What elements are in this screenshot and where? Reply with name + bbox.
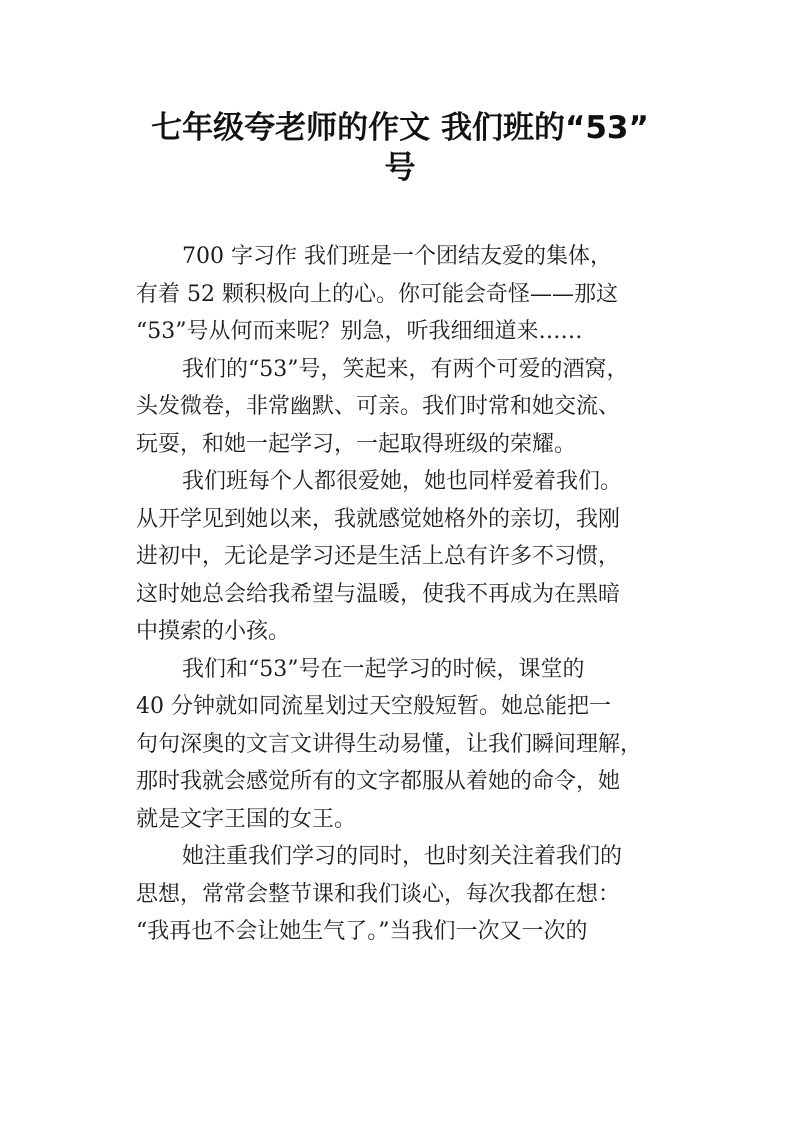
paragraph-1-line-2: 有着 52 颗积极向上的心。你可能会奇怪——那这	[136, 281, 618, 307]
paragraph-3-line-4: 这时她总会给我希望与温暖，使我不再成为在黑暗	[136, 581, 621, 607]
paragraph-2-line-1: 我们的“53”号，笑起来，有两个可爱的酒窝，	[182, 356, 629, 382]
paragraph-5-line-2: 思想，常常会整节课和我们谈心，每次我都在想：	[136, 881, 621, 907]
paragraph-5-line-3: “我再也不会让她生气了。”当我们一次又一次的	[136, 919, 588, 944]
paragraph-4-line-4: 那时我就会感觉所有的文字都服从着她的命令，她	[136, 769, 621, 794]
document-title-line-1: 七年级夸老师的作文 我们班的“53”	[151, 110, 649, 146]
paragraph-3-line-1: 我们班每个人都很爱她，她也同样爱着我们。	[182, 469, 623, 494]
paragraph-4-line-3: 句句深奥的文言文讲得生动易懂，让我们瞬间理解，	[136, 731, 643, 757]
document-title-line-2: 号	[384, 150, 416, 186]
paragraph-4-line-1: 我们和“53”号在一起学习的时候，课堂的	[182, 656, 585, 682]
paragraph-1-line-3: “53”号从何而来呢？别急，听我细细道来……	[136, 319, 583, 344]
paragraph-3-line-5: 中摸索的小孩。	[136, 619, 291, 644]
essay-body	[136, 238, 676, 951]
paragraph-4-line-5: 就是文字王国的女王。	[136, 806, 357, 832]
paragraph-1-line-1: 700 字习作 我们班是一个团结友爱的集体，	[182, 244, 612, 269]
paragraph-5-line-1: 她注重我们学习的同时，也时刻关注着我们的	[182, 844, 623, 869]
paragraph-2-line-3: 玩耍，和她一起学习，一起取得班级的荣耀。	[136, 431, 577, 457]
paragraph-4-line-2: 40 分钟就如同流星划过天空般短暂。她总能把一	[136, 694, 611, 719]
paragraph-3-line-2: 从开学见到她以来，我就感觉她格外的亲切，我刚	[136, 506, 621, 532]
paragraph-2-line-2: 头发微卷，非常幽默、可亲。我们时常和她交流、	[136, 394, 621, 419]
paragraph-3-line-3: 进初中，无论是学习还是生活上总有许多不习惯，	[136, 544, 621, 569]
